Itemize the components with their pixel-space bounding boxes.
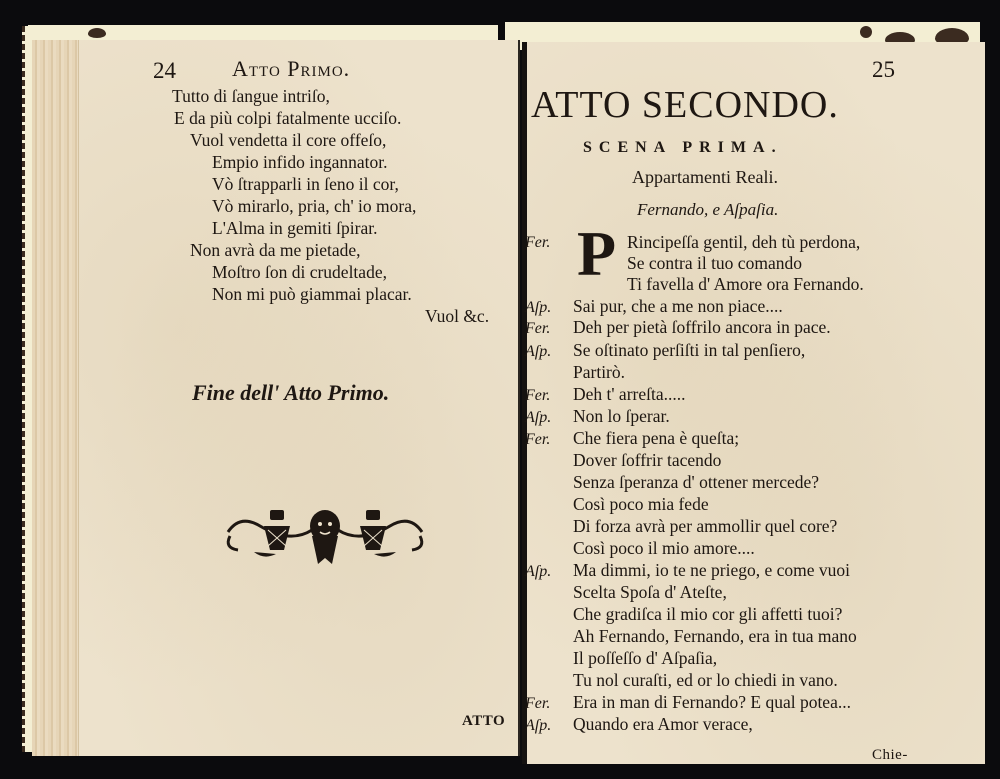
speaker-label: Fer. xyxy=(525,431,551,448)
marbled-endpaper-top-left xyxy=(28,25,498,41)
page-edge-stack xyxy=(32,40,79,756)
catchword: ATTO xyxy=(462,713,506,729)
dialogue-line: Se oſtinato perſiſti in tal penſiero, xyxy=(573,340,806,360)
dialogue-line: Se contra il tuo comando xyxy=(627,253,802,273)
dialogue-line: Partirò. xyxy=(573,362,626,382)
scene-setting: Appartamenti Reali. xyxy=(632,167,778,187)
speaker-label: Aſp. xyxy=(525,563,552,580)
left-page xyxy=(32,40,520,756)
page-number: 24 xyxy=(153,58,176,83)
woodcut-ornament-icon xyxy=(220,500,430,572)
verse-line: L'Alma in gemiti ſpirar. xyxy=(212,218,378,238)
dialogue-line: Sai pur, che a me non piace.... xyxy=(573,296,783,316)
verse-line: Tutto di ſangue intriſo, xyxy=(172,86,330,106)
verse-line: Vuol vendetta il core offeſo, xyxy=(190,130,387,150)
da-capo: Vuol &c. xyxy=(425,306,490,326)
dialogue-line: Che fiera pena è queſta; xyxy=(573,428,740,448)
dialogue-line: Non lo ſperar. xyxy=(573,406,670,426)
end-of-act-heading: Fine dell' Atto Primo. xyxy=(192,380,390,405)
dialogue-line: Che gradiſca il mio cor gli affetti tuoi? xyxy=(573,604,843,624)
page-number: 25 xyxy=(872,57,895,82)
speaker-label: Aſp. xyxy=(525,717,552,734)
speaker-label: Aſp. xyxy=(525,409,552,426)
dialogue-line: Ah Fernando, Fernando, era in tua mano xyxy=(573,626,857,646)
right-page xyxy=(522,42,985,764)
speaker-label: Aſp. xyxy=(525,343,552,360)
verse-line: Empio infido ingannator. xyxy=(212,152,388,172)
verse-line: Non avrà da me pietade, xyxy=(190,240,361,260)
verse-line: Vò mirarlo, pria, ch' io mora, xyxy=(212,196,417,216)
catchword: Chie- xyxy=(872,747,908,763)
fleuron-icon xyxy=(860,26,872,38)
dialogue-line: Quando era Amor verace, xyxy=(573,714,753,734)
dialogue-line: Il poſſeſſo d' Aſpaſia, xyxy=(573,648,718,668)
drop-cap: P xyxy=(577,218,617,289)
dialogue-line: Così poco il mio amore.... xyxy=(573,538,755,558)
speaker-label: Aſp. xyxy=(525,299,552,316)
dialogue-line: Ma dimmi, io te ne priego, e come vuoi xyxy=(573,560,851,580)
verse-line: Moſtro ſon di crudeltade, xyxy=(212,262,387,282)
verse-line: Non mi può giammai placar. xyxy=(212,284,412,304)
dialogue-line: Deh t' arreſta..... xyxy=(573,384,686,404)
scene-title: SCENA PRIMA. xyxy=(583,139,783,156)
dialogue-line: Tu nol curaſti, ed or lo chiedi in vano. xyxy=(573,670,838,690)
dialogue-line: Di forza avrà per ammollir quel core? xyxy=(573,516,838,536)
fleuron-icon xyxy=(88,28,106,38)
verse-line: Vò ſtrapparli in ſeno il cor, xyxy=(212,174,399,194)
act-title: ATTO SECONDO. xyxy=(531,84,839,126)
dialogue-line: Senza ſperanza d' ottener mercede? xyxy=(573,472,820,492)
dialogue-line: Deh per pietà ſoffrilo ancora in pace. xyxy=(573,317,831,337)
dialogue-line: Ti favella d' Amore ora Fernando. xyxy=(627,274,864,294)
speaker-label: Fer. xyxy=(525,320,551,337)
scene-characters: Fernando, e Aſpaſia. xyxy=(637,200,779,219)
dialogue-line: Scelta Spoſa d' Ateſte, xyxy=(573,582,727,602)
dialogue-line: Così poco mia fede xyxy=(573,494,709,514)
speaker-label: Fer. xyxy=(525,387,551,404)
dialogue-line: Era in man di Fernando? E qual potea... xyxy=(573,692,851,712)
dialogue-line: Rincipeſſa gentil, deh tù perdona, xyxy=(627,232,861,252)
running-head: Atto Primo. xyxy=(232,56,351,81)
speaker-label: Fer. xyxy=(525,234,551,251)
speaker-label: Fer. xyxy=(525,695,551,712)
verse-line: E da più colpi fatalmente ucciſo. xyxy=(174,108,402,128)
dialogue-line: Dover ſoffrir tacendo xyxy=(573,450,722,470)
